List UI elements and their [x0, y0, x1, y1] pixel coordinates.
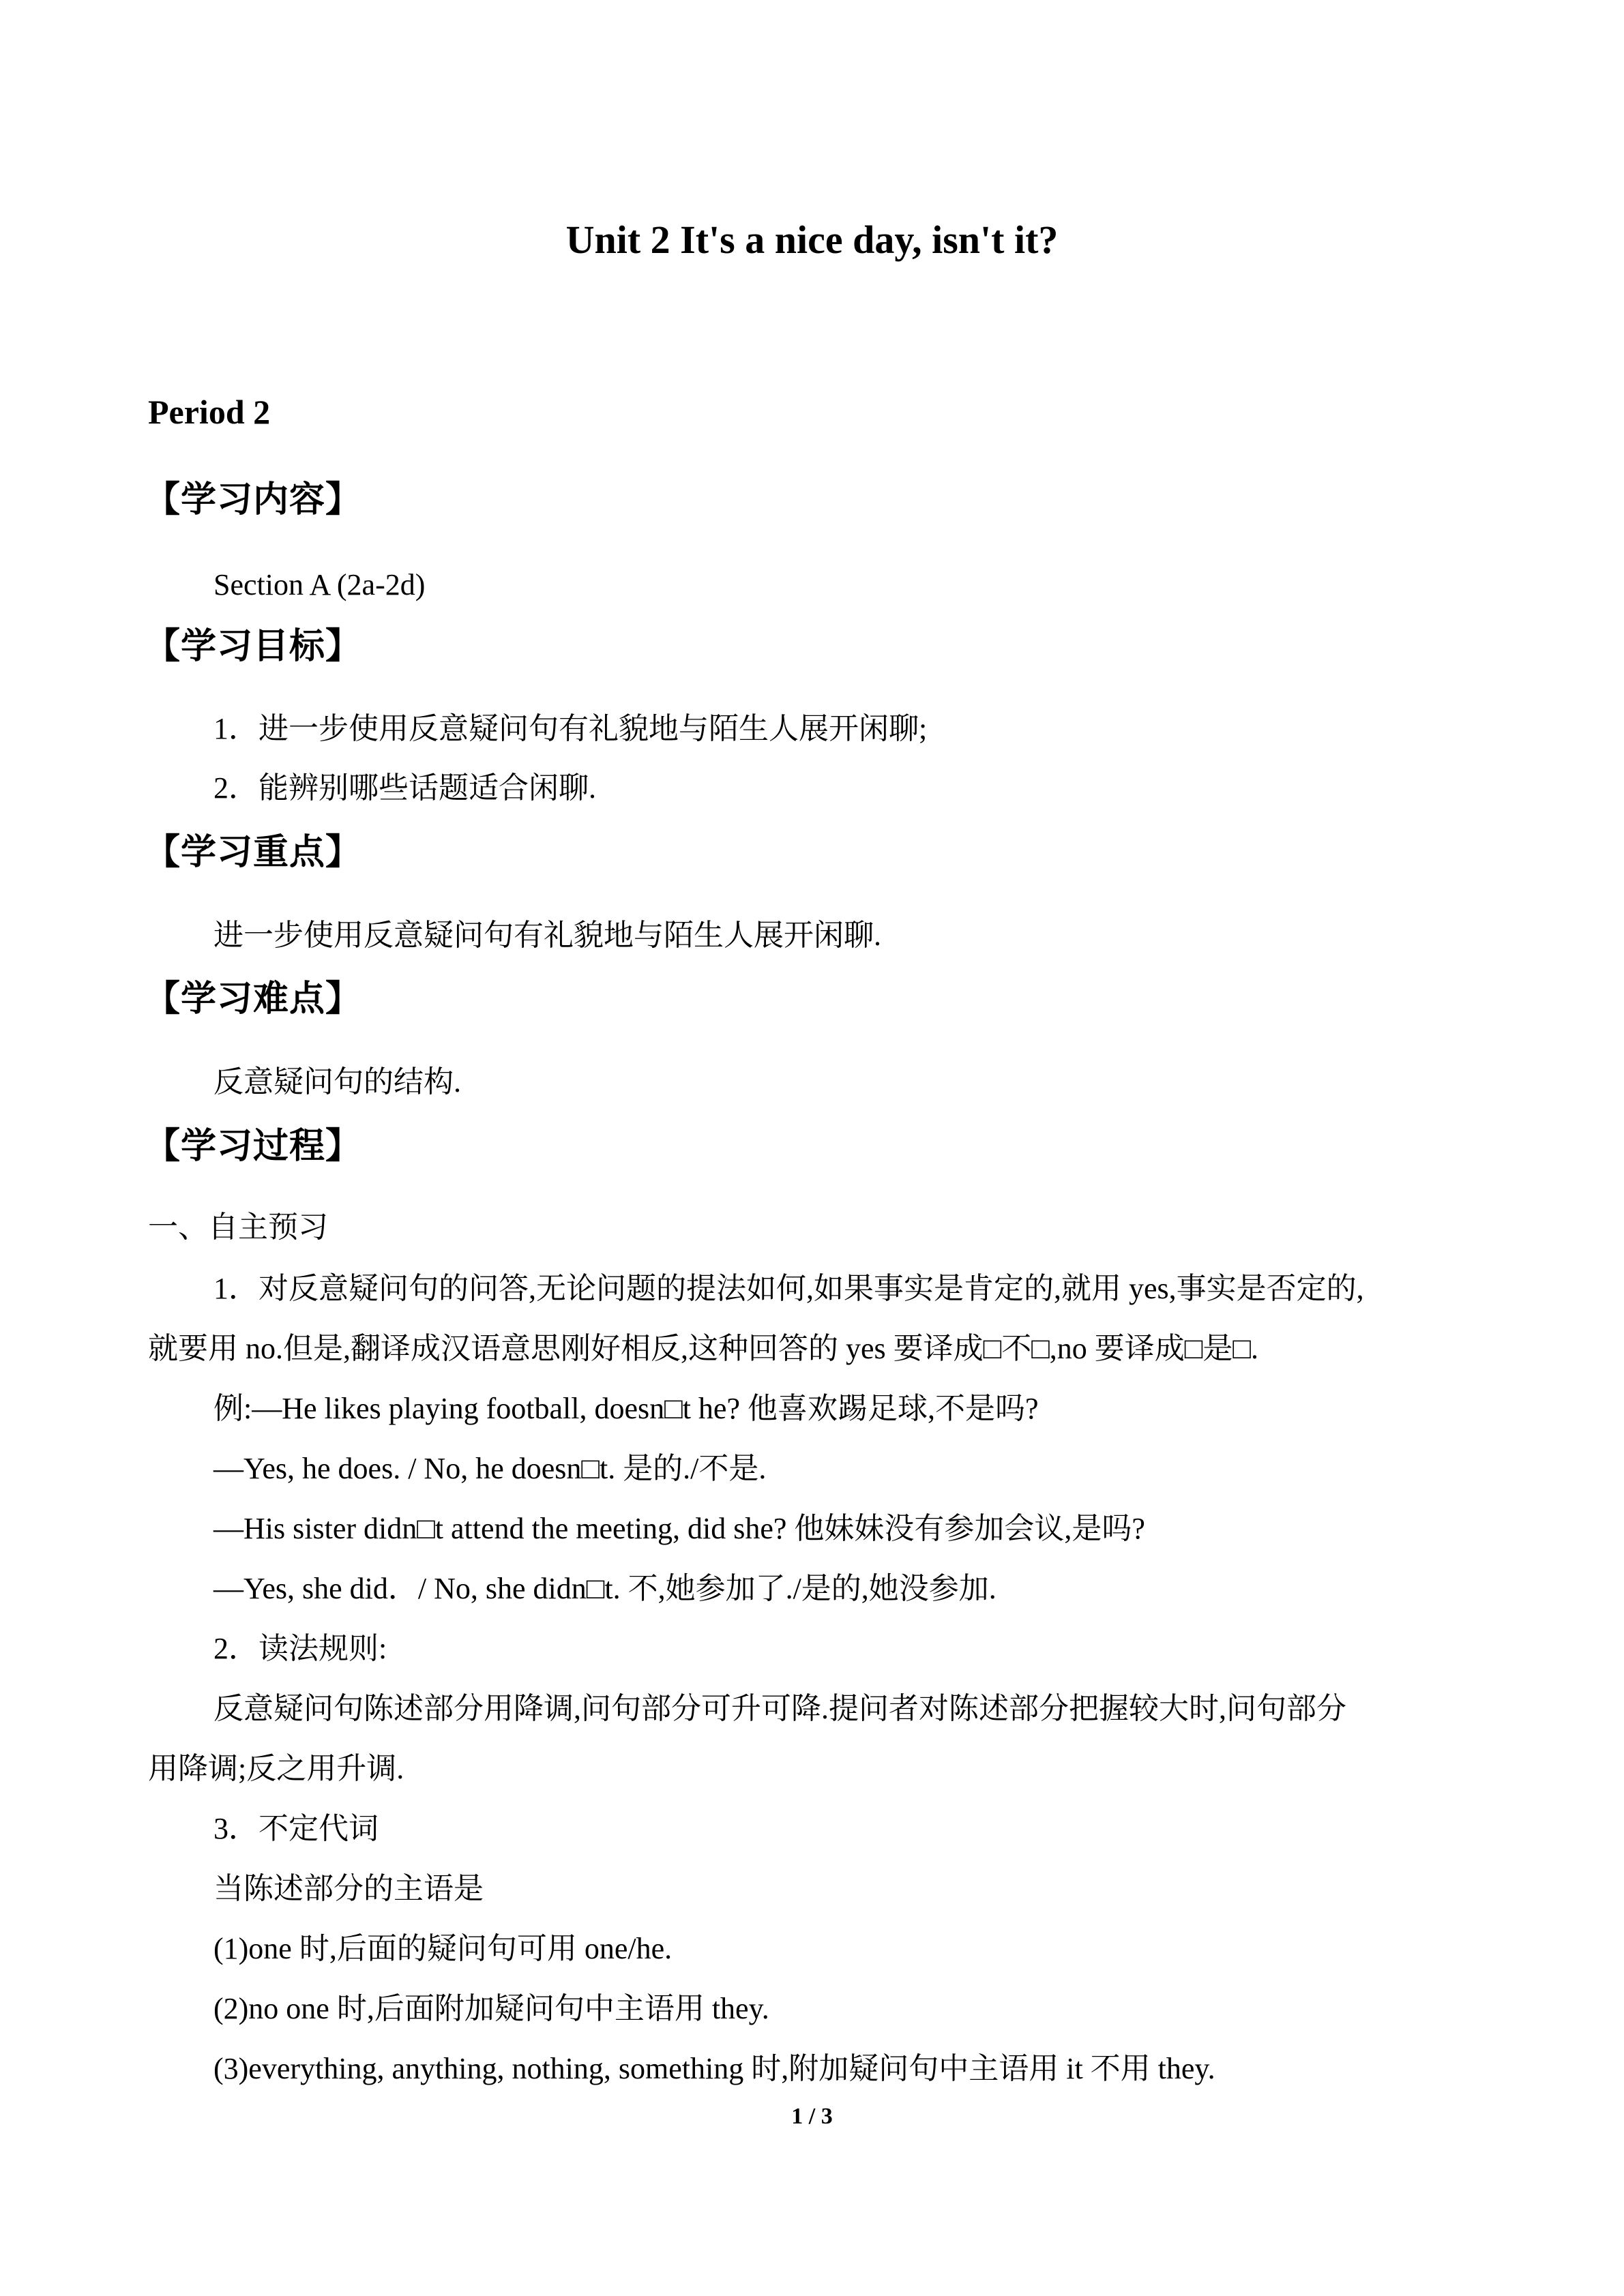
- process-line-4: —Yes, he does. / No, he doesn□t. 是的./不是.: [213, 1452, 767, 1485]
- process-line-8: 反意疑问句陈述部分用降调,问句部分可升可降.提问者对陈述部分把握较大时,问句部分: [213, 1692, 1346, 1725]
- process-line-3: 例:—He likes playing football, doesn□t he? 他喜欢踢足球,不是吗?: [213, 1392, 1039, 1425]
- difficulty-line: 反意疑问句的结构.: [213, 1065, 461, 1099]
- heading-learning-process: 【学习过程】: [145, 1126, 362, 1167]
- document-title: Unit 2 It's a nice day, isn't it?: [565, 218, 1059, 262]
- process-line-13: (2)no one 时,后面附加疑问句中主语用 they.: [213, 1992, 769, 2025]
- process-line-2: 就要用 no.但是,翻译成汉语意思刚好相反,这种回答的 yes 要译成□不□,no 要译成□是□.: [148, 1332, 1258, 1365]
- process-line-6: —Yes, she did．/ No, she didn□t. 不,她参加了./是的,她没参加.: [213, 1572, 996, 1605]
- goal-line-2: 2．能辨别哪些话题适合闲聊.: [213, 771, 596, 805]
- heading-difficulties: 【学习难点】: [145, 979, 362, 1019]
- process-line-10: 3．不定代词: [213, 1812, 379, 1845]
- period-label: Period 2: [148, 393, 271, 431]
- process-line-11: 当陈述部分的主语是: [213, 1872, 484, 1905]
- process-line-5: —His sister didn□t attend the meeting, did she? 他妹妹没有参加会议,是吗?: [213, 1512, 1145, 1545]
- process-line-9: 用降调;反之用升调.: [148, 1752, 404, 1785]
- process-line-7: 2．读法规则:: [213, 1632, 387, 1665]
- part-title-self-study: 一、自主预习: [148, 1210, 328, 1244]
- process-line-1: 1．对反意疑问句的问答,无论问题的提法如何,如果事实是肯定的,就用 yes,事实是否定的,: [213, 1272, 1364, 1305]
- process-line-14: (3)everything, anything, nothing, something 时,附加疑问句中主语用 it 不用 they.: [213, 2052, 1215, 2085]
- heading-learning-goals: 【学习目标】: [145, 626, 362, 667]
- heading-learning-content: 【学习内容】: [145, 479, 362, 520]
- heading-key-points: 【学习重点】: [145, 832, 362, 873]
- goal-line-1: 1．进一步使用反意疑问句有礼貌地与陌生人展开闲聊;: [213, 712, 928, 745]
- content-line: Section A (2a-2d): [213, 568, 426, 601]
- process-line-12: (1)one 时,后面的疑问句可用 one/he.: [213, 1932, 673, 1965]
- page-number: 1 / 3: [791, 2104, 833, 2129]
- key-point-line: 进一步使用反意疑问句有礼貌地与陌生人展开闲聊.: [213, 919, 881, 952]
